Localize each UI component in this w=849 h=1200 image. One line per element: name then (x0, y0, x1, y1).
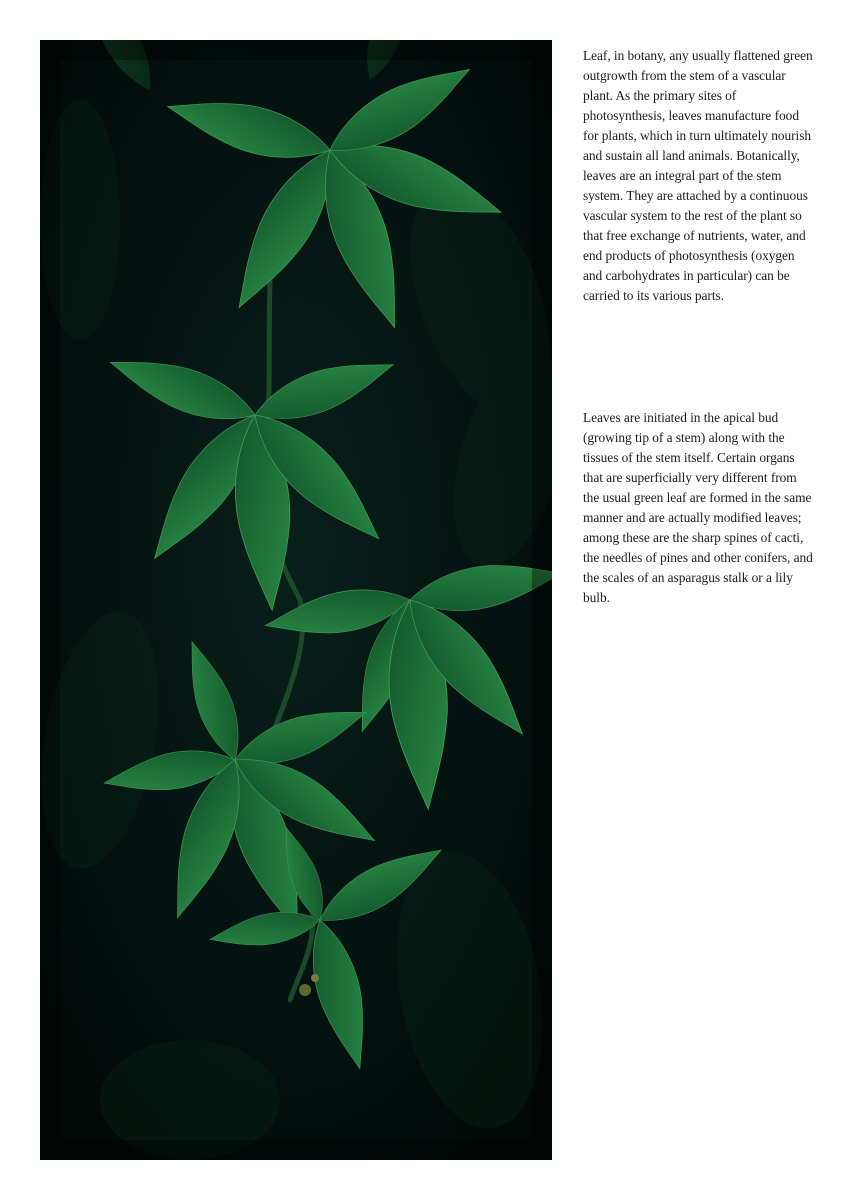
leaf-photo-graphic (40, 40, 552, 1160)
leaf-photo (40, 40, 552, 1160)
paragraph-leaf-initiation: Leaves are initiated in the apical bud (growing tip of a stem) along with the tissues of the stem itself. Certain organs that are superficially very different from the usual green leaf are formed in the same manner and are actually modified leaves; among these are the sharp spines of cacti, the needles of pines and other conifers, and the scales of an asparagus stalk or a lily bulb. (583, 410, 813, 605)
paragraph-leaf-definition: Leaf, in botany, any usually flattened green outgrowth from the stem of a vascular plant. As the primary sites of photosynthesis, leaves manufacture food for plants, which in turn ultimately nourish and sustain all land animals. Botanically, leaves are an integral part of the stem system. They are attached by a continuous vascular system to the rest of the plant so that free exchange of nutrients, water, and end products of photosynthesis (oxygen and carbohydrates in particular) can be carried to its various parts. (583, 48, 813, 303)
article-text-column (583, 46, 815, 605)
